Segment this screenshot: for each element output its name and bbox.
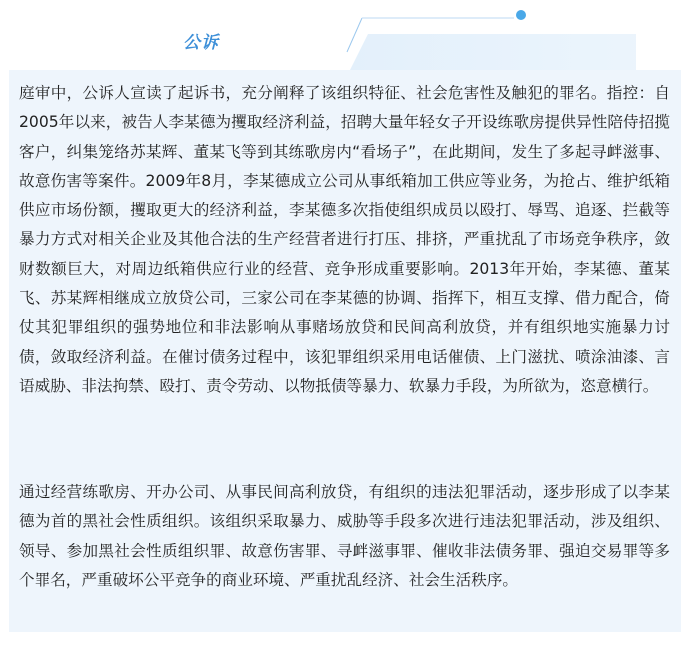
header-dot [516,10,526,20]
section-title: 公诉 [183,33,219,53]
header-tab-shape [350,34,636,70]
header-slash-line [347,18,362,52]
content-panel [9,70,681,632]
header-decoration [0,0,692,70]
paragraph-indictment: 庭审中，公诉人宣读了起诉书，充分阐释了该组织特征、社会危害性及触犯的罪名。指控：自2005年以来，被告人李某德为攫取经济利益，招聘大量年轻女子开设练歌房提供异性陪侍招揽客户，纠集笼络苏某辉、董某飞等到其练歌房内“看场子”，在此期间，发生了多起寻衅滋事、故意伤害等案件。2009年8月，李某德成立公司从事纸箱加工供应等业务，为抢占、维护纸箱供应市场份额，攫取更大的经济利益，李某德多次指使组织成员以殴打、辱骂、追逐、拦截等暴力方式对相关企业及其他合法的生产经营者进行打压、排挤，严重扰乱了市场竞争秩序，敛财数额巨大，对周边纸箱供应行业的经营、竞争形成重要影响。2013年开始，李某德、董某飞、苏某辉相继成立放贷公司，三家公司在李某德的协调、指挥下，相互支撑、借力配合，倚仗其犯罪组织的强势地位和非法影响从事赌场放贷和民间高利放贷，并有组织地实施暴力讨债，敛取经济利益。在催讨债务过程中，该犯罪组织采用电话催债、上门滋扰、喷涂油漆、言语威胁、非法拘禁、殴打、责令劳动、以物抵债等暴力、软暴力手段，为所欲为，恣意横行。 [19,84,670,395]
section-header [0,0,692,70]
paragraph-summary: 通过经营练歌房、开办公司、从事民间高利放贷，有组织的违法犯罪活动，逐步形成了以李某德为首的黑社会性质组织。该组织采取暴力、威胁等手段多次进行违法犯罪活动，涉及组织、领导、参加黑社会性质组织罪、故意伤害罪、寻衅滋事罪、催收非法债务罪、强迫交易罪等多个罪名，严重破坏公平竞争的商业环境、严重扰乱经济、社会生活秩序。 [19,483,670,589]
